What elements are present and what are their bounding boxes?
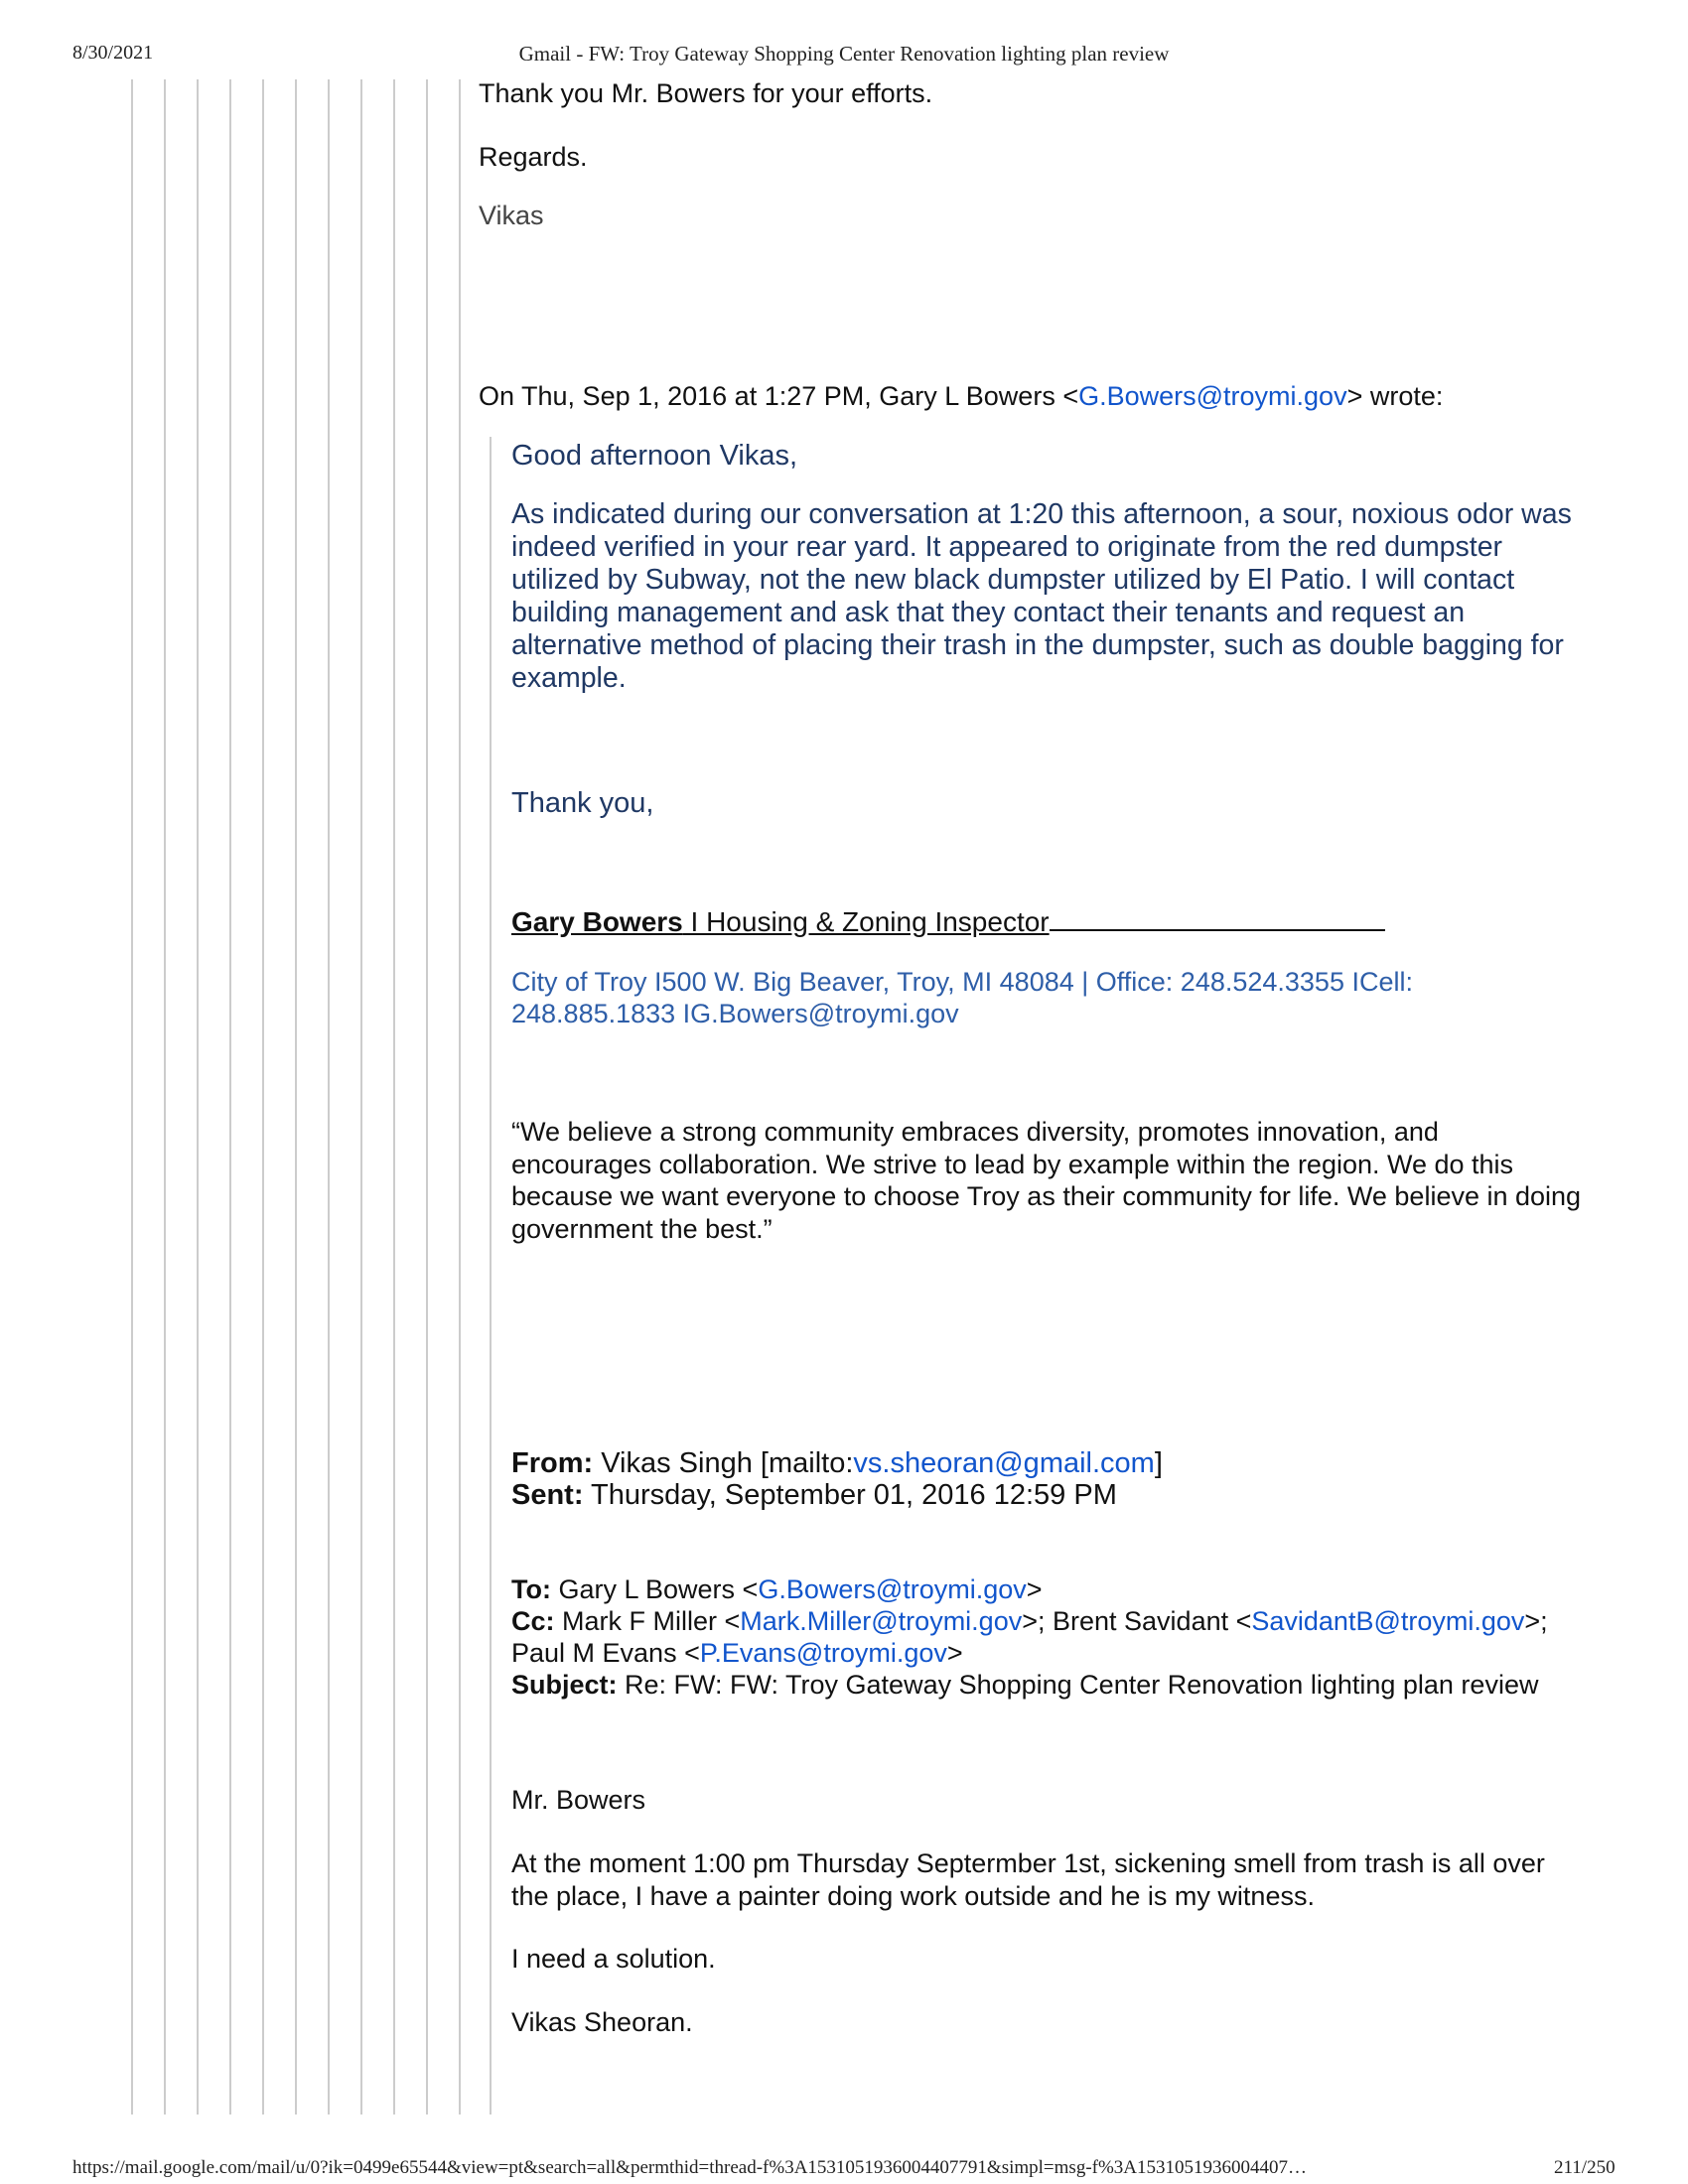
signature-contact-1: City of Troy I500 W. Big Beaver, Troy, MI 48084 | Office: 248.524.3355 ICell: bbox=[511, 967, 1413, 997]
fwd-to-end: > bbox=[1026, 1574, 1043, 1604]
fwd-to-name: Gary L Bowers < bbox=[550, 1574, 759, 1604]
signature-rule bbox=[1050, 928, 1385, 931]
reply-regards: Regards. bbox=[479, 142, 588, 172]
quote-line bbox=[490, 437, 492, 2115]
attribution-prefix: On Thu, Sep 1, 2016 at 1:27 PM, Gary L Bowers < bbox=[479, 381, 1079, 411]
print-header-date: 8/30/2021 bbox=[72, 42, 154, 64]
fwd-subject-label: Subject: bbox=[511, 1670, 618, 1700]
quote-line bbox=[131, 79, 133, 2115]
quoted-body: As indicated during our conversation at 1:20 this afternoon, a sour, noxious odor was indeed verified in your rear yard. It appeared to originate from the red dumpster utilized by Subway, not the new black dumpster utilized by El Patio. I will contact building management and ask that they contact their tenants and request an alternative method of placing their trash in the dumpster, such as double bagging for example. bbox=[511, 498, 1572, 694]
original-request: I need a solution. bbox=[511, 1944, 716, 1974]
quoted-closing: Thank you, bbox=[511, 787, 654, 819]
signature-name: Gary Bowers bbox=[511, 906, 683, 937]
fwd-cc-end3: > bbox=[946, 1638, 963, 1668]
quote-line bbox=[295, 79, 297, 2115]
fwd-sent-label: Sent: bbox=[511, 1479, 584, 1511]
original-body: At the moment 1:00 pm Thursday Septermber 1st, sickening smell from trash is all over the place, I have a painter doing work outside and he is my witness. bbox=[511, 1848, 1545, 1911]
fwd-from-email-link[interactable]: vs.sheoran@gmail.com bbox=[853, 1447, 1155, 1479]
fwd-cc-line-2 bbox=[511, 1637, 963, 1669]
fwd-subject-line bbox=[511, 1669, 1538, 1701]
reply-signature: Vikas bbox=[479, 201, 544, 230]
quoted-greeting: Good afternoon Vikas, bbox=[511, 440, 798, 472]
fwd-from-label: From: bbox=[511, 1447, 594, 1479]
original-signature: Vikas Sheoran. bbox=[511, 2007, 693, 2037]
quote-line bbox=[197, 79, 199, 2115]
attribution-suffix: > wrote: bbox=[1346, 381, 1444, 411]
fwd-cc-line bbox=[511, 1605, 1548, 1637]
quote-line bbox=[328, 79, 330, 2115]
fwd-cc-email1-link[interactable]: Mark.Miller@troymi.gov bbox=[740, 1606, 1023, 1636]
quote-line bbox=[459, 79, 461, 2115]
fwd-to-line bbox=[511, 1573, 1043, 1605]
quote-line bbox=[426, 79, 428, 2115]
quote-line bbox=[393, 79, 395, 2115]
fwd-from-line bbox=[511, 1447, 1163, 1479]
fwd-from-name: Vikas Singh [mailto: bbox=[593, 1447, 854, 1479]
print-footer-url: https://mail.google.com/mail/u/0?ik=0499e65544&view=pt&search=all&permthid=thread-f%3A1531051936004407791&simpl=msg-f%3A1531051936004407… bbox=[72, 2157, 1308, 2178]
fwd-sent-line bbox=[511, 1479, 1117, 1511]
fwd-to-email-link[interactable]: G.Bowers@troymi.gov bbox=[758, 1574, 1027, 1604]
city-motto: “We believe a strong community embraces diversity, promotes innovation, and encourages collaboration. We strive to lead by example within the region. We do this because we want everyone to choose Troy as their community for life. We believe in doing government the best.” bbox=[511, 1117, 1582, 1244]
fwd-from-end: ] bbox=[1154, 1447, 1163, 1479]
quote-line bbox=[360, 79, 362, 2115]
fwd-cc-name3: Paul M Evans < bbox=[511, 1638, 700, 1668]
print-header-title: Gmail - FW: Troy Gateway Shopping Center Renovation lighting plan review bbox=[518, 42, 1170, 66]
quote-line bbox=[262, 79, 264, 2115]
fwd-subject-value: Re: FW: FW: Troy Gateway Shopping Center Renovation lighting plan review bbox=[617, 1670, 1539, 1700]
reply-thanks: Thank you Mr. Bowers for your efforts. bbox=[479, 78, 933, 108]
fwd-to-label: To: bbox=[511, 1574, 551, 1604]
original-salutation: Mr. Bowers bbox=[511, 1785, 646, 1815]
signature-name-line bbox=[511, 906, 1385, 938]
fwd-cc-email2-link[interactable]: SavidantB@troymi.gov bbox=[1251, 1606, 1525, 1636]
fwd-cc-end2: >; bbox=[1524, 1606, 1548, 1636]
signature-contact-2: 248.885.1833 IG.Bowers@troymi.gov bbox=[511, 999, 959, 1028]
quote-line bbox=[229, 79, 231, 2115]
fwd-cc-sep: >; Brent Savidant < bbox=[1022, 1606, 1252, 1636]
print-footer-page: 211/250 bbox=[1554, 2157, 1616, 2178]
attribution-line bbox=[479, 380, 1443, 412]
fwd-cc-name1: Mark F Miller < bbox=[554, 1606, 741, 1636]
fwd-cc-email3-link[interactable]: P.Evans@troymi.gov bbox=[699, 1638, 947, 1668]
fwd-cc-label: Cc: bbox=[511, 1606, 555, 1636]
signature-title: I Housing & Zoning Inspector bbox=[682, 906, 1050, 937]
quote-line bbox=[164, 79, 166, 2115]
attribution-email-link[interactable]: G.Bowers@troymi.gov bbox=[1078, 381, 1347, 411]
fwd-sent-value: Thursday, September 01, 2016 12:59 PM bbox=[583, 1479, 1117, 1511]
